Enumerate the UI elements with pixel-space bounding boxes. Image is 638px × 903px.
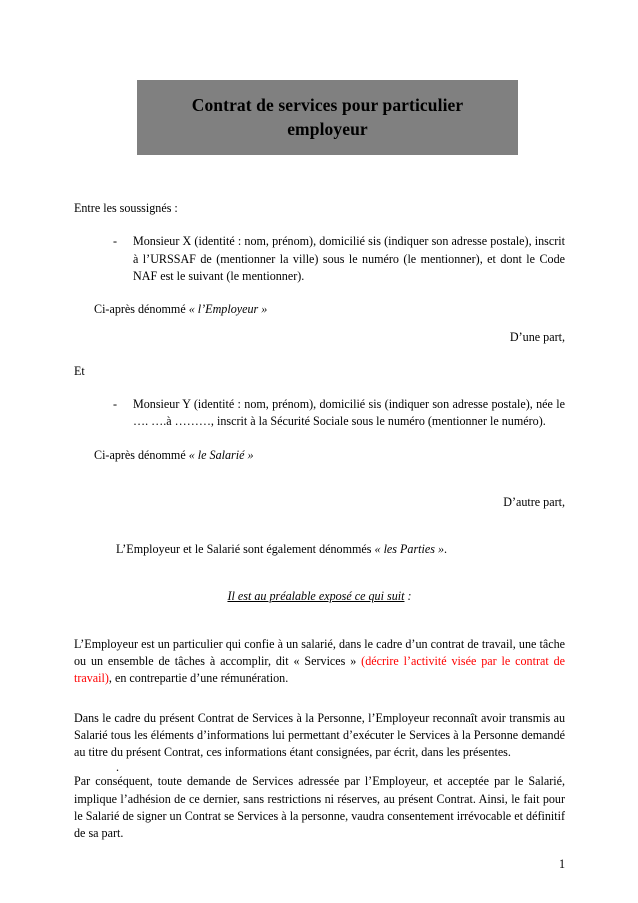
spacer (74, 688, 565, 710)
party-employee-text: Monsieur Y (identité : nom, prénom), domicilié sis (indiquer son adresse postale), née le …. ….à ………, inscrit à la Sécurité Sociale sous le numéro (mentionner le numéro). (133, 396, 565, 429)
spacer (74, 318, 565, 329)
other-part-label: D’autre part, (503, 494, 565, 509)
one-part-label: D’une part, (509, 330, 565, 345)
document-body (74, 200, 565, 842)
title-line-2: employeur (287, 118, 368, 139)
spacer (74, 380, 565, 396)
intro-line: Entre les soussignés : (74, 201, 178, 215)
parties-definition-term: « les Parties » (374, 542, 445, 557)
party-item-employee (113, 396, 565, 431)
page-number: 1 (558, 856, 565, 871)
preamble-heading (74, 588, 565, 605)
title-line-1: Contrat de services pour particulier (191, 95, 464, 116)
party-item-employer (113, 233, 565, 285)
spacer (74, 464, 565, 494)
paragraph-information-transmise: Dans le cadre du présent Contrat de Services à la Personne, l’Employeur reconnaît avoir transmis au Salarié tous les éléments d’informations lui permettant d’exécuter le Services à la Personne demandé au titre du présent Contrat, ces informations étant consignées, par écrit, dans les présentes. (74, 710, 565, 760)
spacer (74, 558, 565, 588)
parties-definition-prefix: L’Employeur et le Salarié sont également dénommés (116, 542, 375, 557)
spacer (74, 511, 565, 541)
preamble-heading-text: Il est au préalable exposé ce qui suit (227, 589, 405, 604)
document-title-banner (137, 80, 518, 155)
paragraph-definition-services (74, 636, 565, 688)
denomination-employee-prefix: Ci-après dénommé (94, 447, 189, 462)
spacer (74, 285, 565, 301)
denomination-employer-prefix: Ci-après dénommé (94, 302, 189, 317)
dash-bullet-icon: - (113, 396, 118, 411)
spacer (74, 347, 565, 363)
parties-definition (116, 541, 565, 558)
spacer (74, 217, 565, 233)
paragraph-1-highlight: (décrire l’activité visée par le contrat de travail) (74, 653, 565, 686)
spacer (74, 606, 565, 636)
denomination-employer-term: « l’Employeur » (188, 302, 268, 317)
denomination-employee-term: « le Salarié » (188, 447, 254, 462)
et-connector: Et (74, 363, 85, 378)
paragraph-1-tail: , en contrepartie d’une rémunération. (108, 671, 289, 686)
paragraph-1-lead: L’Employeur est un particulier qui confie à un salarié, dans le cadre d’un contrat de travail, une tâche ou un ensemble de tâches à accomplir, dit « Services » (74, 636, 565, 668)
paragraph-consequence: Par conséquent, toute demande de Services adressée par l’Employeur, et acceptée par le Salarié, implique l’adhésion de ce dernier, sans restrictions ni réserves, au présent Contrat. Ainsi, le fait pour le Salarié de signer un Contrat se Services à la personne, vaudra consentement irrévocable et définitif de sa part. (74, 774, 565, 841)
spacer (74, 431, 565, 447)
party-employer-text: Monsieur X (identité : nom, prénom), domicilié sis (indiquer son adresse postale), inscrit à l’URSSAF de (mentionner la ville) sous le numéro (le mentionner), et dont le Code NAF est le suivant (le mentionner). (133, 234, 565, 283)
parties-definition-suffix: . (444, 542, 448, 557)
denomination-employee (94, 447, 565, 464)
preamble-heading-suffix: : (404, 589, 412, 604)
stray-period: . (116, 760, 120, 775)
dash-bullet-icon: - (113, 234, 118, 249)
denomination-employer (94, 301, 565, 318)
page-title (178, 94, 478, 140)
